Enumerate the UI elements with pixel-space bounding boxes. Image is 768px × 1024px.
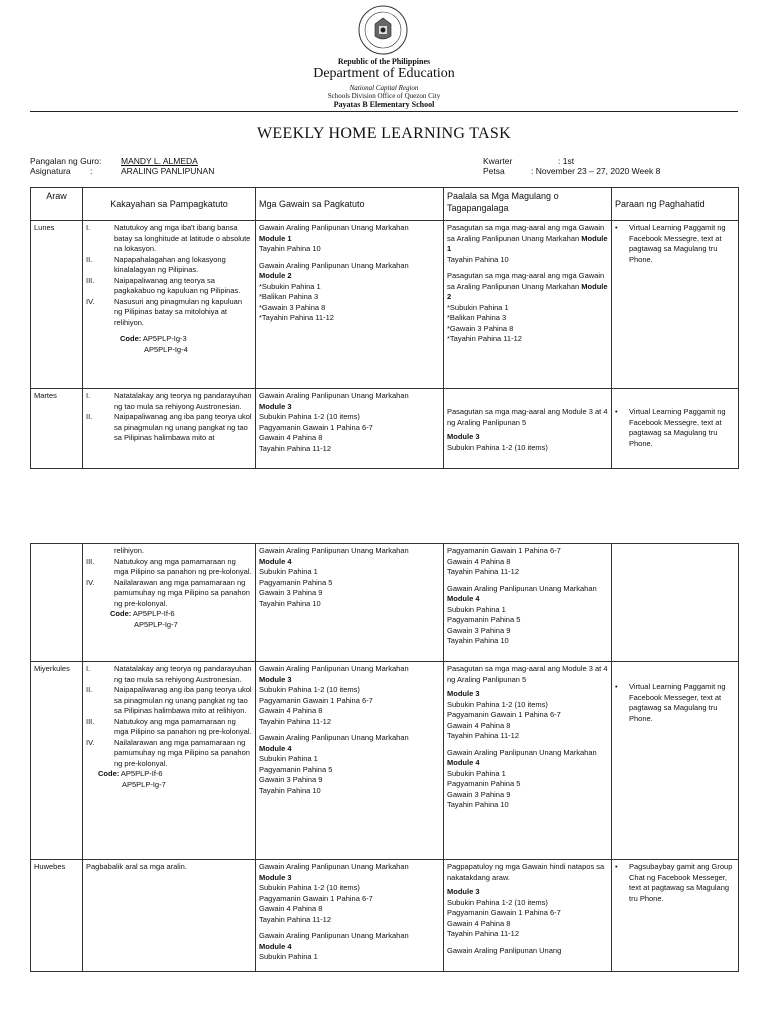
delivery-bullet: • Virtual Learning Paggamit ng Facebook Messegre, text at pagtawag sa Magulang tru Phone.	[615, 223, 726, 264]
competencies-huwebes: Pagbabalik aral sa mga aralin.	[83, 860, 256, 972]
weekly-task-table-continued	[30, 543, 739, 972]
parent-notes-lunes: Pasagutan sa mga mag-aaral ang mga Gawain sa Araling Panlipunan Unang Markahan Module 1 Tayahin Pahina 10 Pasagutan sa mga mag-aaral ang mga Gawain sa Araling Panlipunan Unang Markahan Module 2 *Subukin Pahina 1 *Balikan Pahina 3 *Gawain 3 Pahina 8 *Tayahin Pahina 11-12	[444, 221, 612, 389]
delivery-continued	[612, 544, 739, 662]
competency-item: III. Naipapaliwanag ang teorya sa pagkakabuo ng kapuluan ng Pilipinas.	[86, 275, 241, 295]
parent-notes-huwebes: Pagpapatuloy ng mga Gawain hindi natapos sa nakatakdang araw. Module 3 Subukin Pahina 1-2 (10 items) Pagyamanin Gawain 1 Pahina 6-7 Gawain 4 Pahina 8 Tayahin Pahina 11-12 Gawain Araling Panlipunan Unang	[444, 860, 612, 972]
activities-continued: Gawain Araling Panlipunan Unang Markahan Module 4 Subukin Pahina 1 Pagyamanin Pahina 5 Gawain 3 Pahina 9 Tayahin Pahina 10	[256, 544, 444, 662]
date-label: Petsa	[483, 166, 505, 176]
deped-seal-icon	[349, 4, 417, 56]
competency-item: II. Napapahalagahan ang lokasyong kinalalagyan ng Pilipinas.	[86, 254, 226, 274]
competencies-martes	[83, 389, 256, 469]
activities-lunes: Gawain Araling Panlipunan Unang Markahan Module 1 Tayahin Pahina 10 Gawain Araling Panlipunan Unang Markahan Module 2 *Subukin Pahina 1 *Balikan Pahina 3 *Gawain 3 Pahina 8 *Tayahin Pahina 11-12	[256, 221, 444, 389]
parent-notes-martes: Pasagutan sa mga mag-aaral ang Module 3 at 4 ng Araling Panlipunan 5 Module 3 Subukin Pahina 1-2 (10 items)	[444, 389, 612, 469]
day-miyerkules: Miyerkules	[31, 662, 83, 860]
competency-item: I. Natatalakay ang teorya ng pandarayuhan ng tao mula sa rehiyong Austronesian.	[86, 664, 252, 684]
subject-label: Asignatura	[30, 166, 71, 176]
competency-item: II. Naipapaliwanag ang iba pang teorya ukol sa pinagmulan ng unang pangkat ng tao sa Pilipinas halimbawa mito at	[86, 412, 252, 442]
date-value: : November 23 – 27, 2020 Week 8	[531, 166, 661, 176]
table-row-martes-continued	[31, 544, 739, 662]
header-gawain: Mga Gawain sa Pagkatuto	[256, 188, 444, 221]
school-heading: Payatas B Elementary School	[333, 100, 435, 109]
competency-item: I. Natutukoy ang mga iba't ibang bansa batay sa longhitude at latitude o absolute na lokasyon.	[86, 223, 251, 253]
activities-martes: Gawain Araling Panlipunan Unang Markahan Module 3 Subukin Pahina 1-2 (10 items) Pagyamanin Gawain 1 Pahina 6-7 Gawain 4 Pahina 8 Tayahin Pahina 11-12	[256, 389, 444, 469]
competency-item: III. Natutukoy ang mga pamamaraan ng mga Pilipino sa panahon ng pre-kolonyal.	[86, 716, 252, 736]
activities-miyerkules: Gawain Araling Panlipunan Unang Markahan Module 3 Subukin Pahina 1-2 (10 items) Pagyamanin Gawain 1 Pahina 6-7 Gawain 4 Pahina 8 Tayahin Pahina 11-12 Gawain Araling Panlipunan Unang Markahan Module 4 Subukin Pahina 1 Pagyamanin Pahina 5 Gawain 3 Pahina 9 Tayahin Pahina 10	[256, 662, 444, 860]
document-title: WEEKLY HOME LEARNING TASK	[257, 125, 511, 142]
department-heading: Department of Education	[313, 66, 455, 81]
competencies-continued: relihiyon. III. Natutukoy ang mga pamamaraan ng mga Pilipino sa panahon ng pre-kolonyal. IV. Nailalarawan ang mga pamamaraan ng pamumuhay ng mga Pilipino sa panahon ng pre-kolonyal. Code: AP5PLP-If-6 AP5PLP-Ig-7	[83, 544, 256, 662]
quarter-value: : 1st	[558, 156, 575, 166]
table-row-lunes	[31, 221, 739, 389]
teacher-label: Pangalan ng Guro:	[30, 156, 102, 166]
delivery-bullet: • Virtual Learning Paggamit ng Facebook Messegre, text at pagtawag sa Magulang tru Phone.	[615, 407, 726, 448]
quarter-label: Kwarter	[483, 156, 513, 166]
day-lunes: Lunes	[31, 221, 83, 389]
delivery-miyerkules	[612, 662, 739, 860]
delivery-martes	[612, 389, 739, 469]
republic-heading: Republic of the Philippines	[337, 57, 431, 66]
teacher-value: MANDY L. ALMEDA	[121, 156, 198, 166]
competency-item: I. Natatalakay ang teorya ng pandarayuhan ng tao mula sa rehiyong Austronesian.	[86, 391, 252, 411]
parent-notes-miyerkules: Pasagutan sa mga mag-aaral ang Module 3 at 4 ng Araling Panlipunan 5 Module 3 Subukin Pahina 1-2 (10 items) Pagyamanin Gawain 1 Pahina 6-7 Gawain 4 Pahina 8 Tayahin Pahina 11-12 Gawain Araling Panlipunan Unang Markahan Module 4 Subukin Pahina 1 Pagyamanin Pahina 5 Gawain 3 Pahina 9 Tayahin Pahina 10	[444, 662, 612, 860]
header-kakayahan: Kakayahan sa Pampagkatuto	[83, 188, 256, 221]
weekly-task-table	[30, 187, 739, 469]
parent-notes-continued: Pagyamanin Gawain 1 Pahina 6-7 Gawain 4 Pahina 8 Tayahin Pahina 11-12 Gawain Araling Panlipunan Unang Markahan Module 4 Subukin Pahina 1 Pagyamanin Pahina 5 Gawain 3 Pahina 9 Tayahin Pahina 10	[444, 544, 612, 662]
day-huwebes: Huwebes	[31, 860, 83, 972]
table-row-huwebes	[31, 860, 739, 972]
activities-huwebes: Gawain Araling Panlipunan Unang Markahan Module 3 Subukin Pahina 1-2 (10 items) Pagyamanin Gawain 1 Pahina 6-7 Gawain 4 Pahina 8 Tayahin Pahina 11-12 Gawain Araling Panlipunan Unang Markahan Module 4 Subukin Pahina 1	[256, 860, 444, 972]
competency-item: IV. Nailalarawan ang mga pamamaraan ng pamumuhay ng mga Pilipino sa panahon ng pre-kolonyal.	[86, 577, 250, 608]
division-heading: Schools Division Office of Quezon City	[327, 92, 441, 100]
region-heading: National Capital Region	[349, 84, 419, 92]
competency-code: Code: AP5PLP-Ig-3	[120, 334, 187, 343]
subject-value: ARALING PANLIPUNAN	[121, 166, 215, 176]
header-araw: Araw	[31, 188, 83, 221]
competency-code: Code: AP5PLP-If-6	[98, 769, 163, 778]
competencies-miyerkules	[83, 662, 256, 860]
competency-code-2: AP5PLP-Ig-7	[122, 779, 166, 789]
table-header-row	[31, 188, 739, 221]
competency-item: II. Naipapaliwanag ang iba pang teorya ukol sa pinagmulan ng unang pangkat ng tao sa Pilipinas halimbawa mito at relihiyon.	[86, 685, 252, 715]
table-row-miyerkules	[31, 662, 739, 860]
competency-code-2: AP5PLP-Ig-7	[134, 619, 178, 629]
competency-code-2: AP5PLP-Ig-4	[144, 344, 188, 354]
delivery-huwebes	[612, 860, 739, 972]
table-row-martes	[31, 389, 739, 469]
header-divider	[30, 111, 738, 112]
delivery-lunes	[612, 221, 739, 389]
day-continued	[31, 544, 83, 662]
competency-code: Code: AP5PLP-If-6	[110, 609, 175, 618]
header-paalala: Paalala sa Mga Magulang o Tagapangalaga	[444, 188, 612, 221]
day-martes: Martes	[31, 389, 83, 469]
subject-colon: :	[90, 166, 93, 176]
delivery-bullet: • Pagsubaybay gamit ang Group Chat ng Facebook Messeger, text at pagtawag sa Magulang tru Phone.	[615, 862, 733, 903]
header-paraan: Paraan ng Paghahatid	[612, 188, 739, 221]
competencies-lunes	[83, 221, 256, 389]
delivery-bullet: • Virtual Learning Paggamit ng Facebook Messeger, text at pagtawag sa Magulang tru Phone.	[615, 682, 726, 723]
competency-item: IV. Nasusuri ang pinagmulan ng kapuluan ng Pilipinas batay sa mitolohiya at relihiyon.	[86, 296, 243, 327]
competency-item: IV. Nailalarawan ang mga pamamaraan ng pamumuhay ng mga Pilipino sa panahon ng pre-kolonyal.	[86, 737, 250, 768]
competency-item: III. Natutukoy ang mga pamamaraan ng mga Pilipino sa panahon ng pre-kolonyal.	[86, 556, 252, 576]
